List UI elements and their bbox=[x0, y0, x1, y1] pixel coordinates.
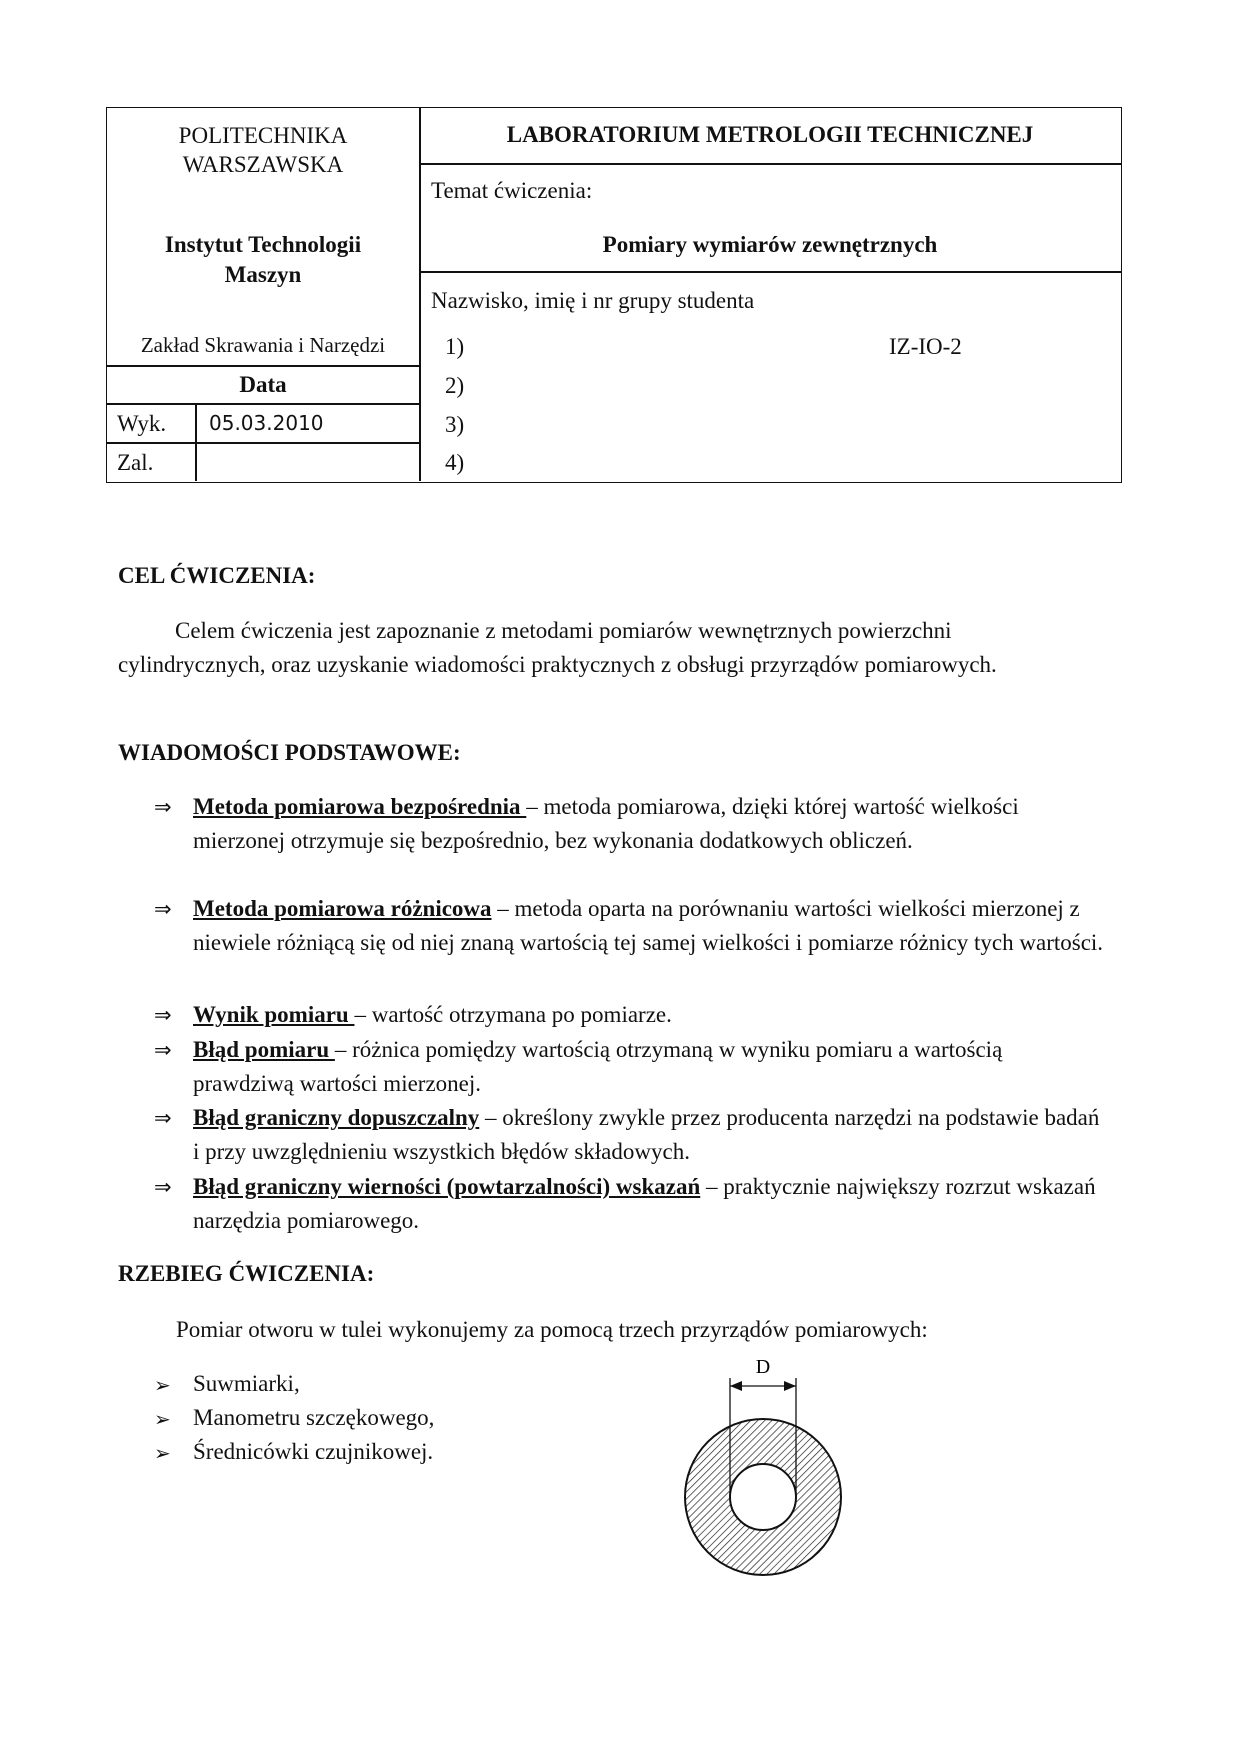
topic-label: Temat ćwiczenia: bbox=[431, 178, 593, 203]
tool-name: Manometru szczękowego, bbox=[193, 1405, 435, 1430]
arrow-icon: ⇒ bbox=[154, 1003, 172, 1027]
definition-term: Metoda pomiarowa różnicowa bbox=[193, 896, 492, 921]
dimension-arrow-left bbox=[730, 1381, 742, 1391]
aim-heading: CEL ĆWICZENIA: bbox=[118, 563, 316, 588]
bullet-arrow-icon: ➢ bbox=[154, 1407, 171, 1431]
definition-term: Błąd graniczny dopuszczalny bbox=[193, 1105, 480, 1130]
header-table bbox=[106, 107, 1122, 483]
divider bbox=[419, 271, 1121, 273]
university-name-line1: POLITECHNIKA bbox=[178, 123, 348, 148]
definition-text: – określony zwykle przez producenta narzędzi na podstawie badań i przy uwzględnieniu wszystkich błędów składowych. bbox=[193, 1105, 1100, 1164]
wyk-label: Wyk. bbox=[117, 411, 167, 436]
definition-term: Błąd graniczny wierności (powtarzalności) wskazań bbox=[193, 1174, 701, 1199]
student-1: 1) bbox=[445, 334, 465, 359]
tool-name: Suwmiarki, bbox=[193, 1371, 300, 1396]
student-3: 3) bbox=[445, 412, 465, 437]
procedure-intro: Pomiar otworu w tulei wykonujemy za pomocą trzech przyrządów pomiarowych: bbox=[176, 1317, 928, 1342]
definition-text: – metoda oparta na porównaniu wartości wielkości mierzonej z niewiele różniącą się od niej znaną wartością tej samej wielkości i pomiarze różnicy tych wartości. bbox=[193, 896, 1104, 955]
wyk-date: 05.03.2010 bbox=[209, 411, 324, 435]
student-4: 4) bbox=[445, 450, 465, 475]
bore-circle bbox=[730, 1464, 796, 1530]
diameter-label: D bbox=[755, 1356, 771, 1378]
definition-text: – wartość otrzymana po pomiarze. bbox=[354, 1002, 672, 1027]
topic-title: Pomiary wymiarów zewnętrznych bbox=[602, 232, 938, 257]
bullet-arrow-icon: ➢ bbox=[154, 1441, 171, 1465]
aim-paragraph: Celem ćwiczenia jest zapoznanie z metodami pomiarów wewnętrznych powierzchni cylindrycznych, oraz uzyskanie wiadomości praktycznych z obsługi przyrządów pomiarowych. bbox=[118, 618, 997, 677]
definition-text: – metoda pomiarowa, dzięki której wartość wielkości mierzonej otrzymuje się bezpośrednio, bez wykonania dodatkowych obliczeń. bbox=[193, 794, 1019, 853]
arrow-icon: ⇒ bbox=[154, 897, 172, 921]
divider bbox=[419, 163, 1121, 165]
university-name-line2: WARSZAWSKA bbox=[182, 152, 344, 177]
definition-term: Wynik pomiaru bbox=[193, 1002, 355, 1027]
zal-label: Zal. bbox=[117, 450, 154, 475]
bullet-arrow-icon: ➢ bbox=[154, 1373, 171, 1397]
arrow-icon: ⇒ bbox=[154, 1175, 172, 1199]
students-label: Nazwisko, imię i nr grupy studenta bbox=[431, 288, 755, 313]
date-label: Data bbox=[239, 372, 287, 397]
definition-text: – praktycznie największy rozrzut wskazań narzędzia pomiarowego. bbox=[193, 1174, 1096, 1233]
arrow-icon: ⇒ bbox=[154, 1038, 172, 1062]
definition-term: Metoda pomiarowa bezpośrednia bbox=[193, 794, 527, 819]
group-code: IZ-IO-2 bbox=[889, 334, 962, 359]
institute-name-line1: Instytut Technologii bbox=[164, 232, 362, 257]
basics-heading: WIADOMOŚCI PODSTAWOWE: bbox=[118, 740, 461, 765]
definition-text: – różnica pomiędzy wartością otrzymaną w wyniku pomiaru a wartością prawdziwą wartości mierzonej. bbox=[193, 1037, 1003, 1096]
divider bbox=[107, 403, 419, 405]
department-name: Zakład Skrawania i Narzędzi bbox=[140, 333, 386, 357]
arrow-icon: ⇒ bbox=[154, 1106, 172, 1130]
procedure-heading: RZEBIEG ĆWICZENIA: bbox=[118, 1261, 375, 1286]
institute-name-line2: Maszyn bbox=[224, 262, 302, 287]
arrow-icon: ⇒ bbox=[154, 795, 172, 819]
tool-name: Średnicówki czujnikowej. bbox=[193, 1439, 434, 1464]
divider bbox=[107, 442, 419, 444]
divider bbox=[107, 365, 419, 367]
sleeve-cross-section-figure bbox=[660, 1348, 860, 1588]
definition-term: Błąd pomiaru bbox=[193, 1037, 335, 1062]
dimension-arrow-right bbox=[784, 1381, 796, 1391]
student-2: 2) bbox=[445, 373, 465, 398]
lab-title: LABORATORIUM METROLOGII TECHNICZNEJ bbox=[506, 122, 1034, 147]
